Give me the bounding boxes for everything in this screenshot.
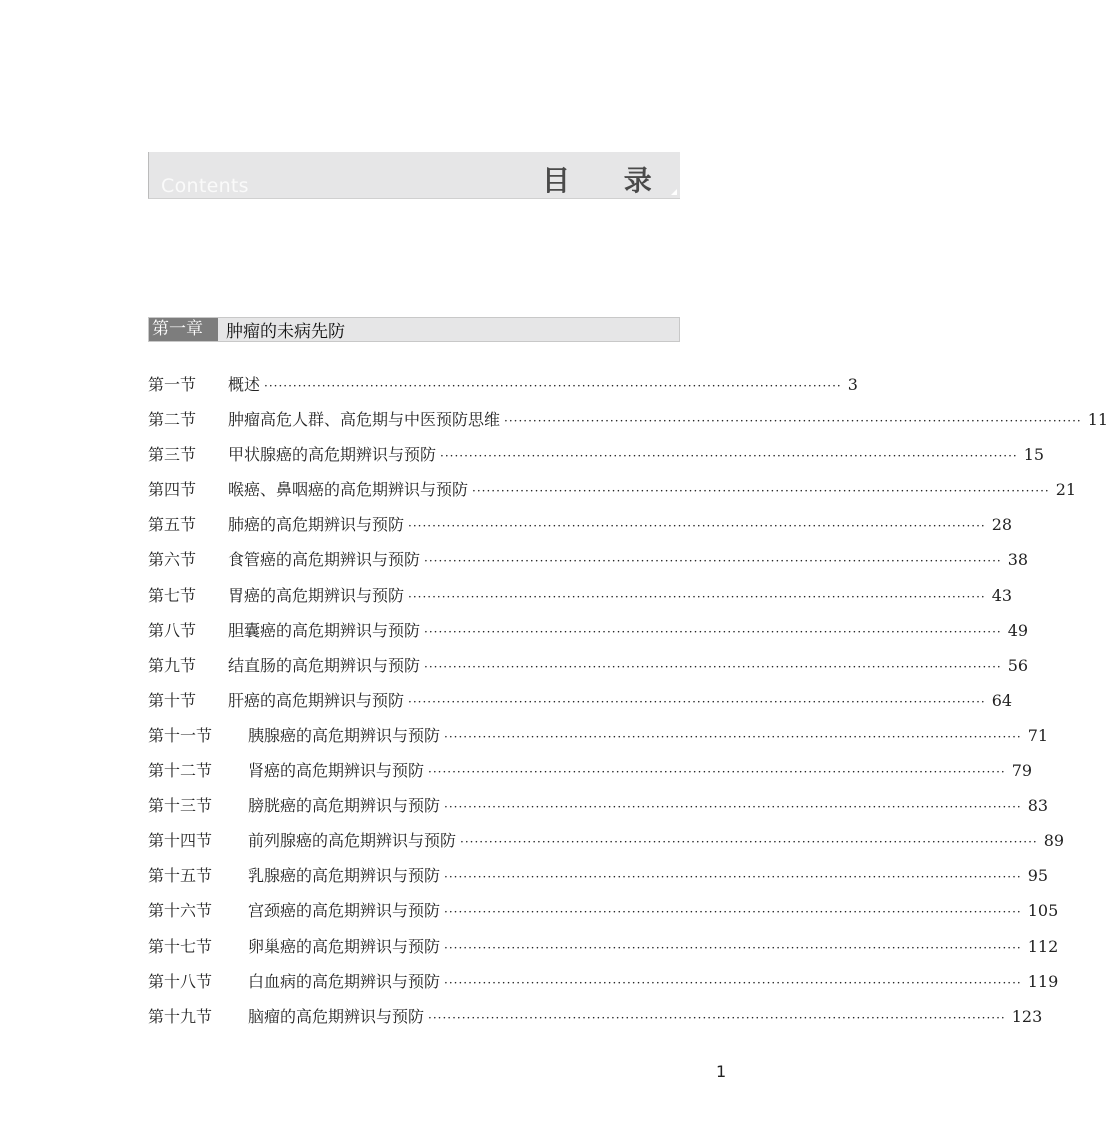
section-number: 第十八节: [148, 971, 213, 991]
section-number: 第十三节: [148, 796, 213, 816]
contents-en: Contents: [161, 175, 249, 197]
contents-header: [148, 152, 680, 199]
page-ref: 119: [1027, 971, 1059, 991]
section-title: 肾癌的高危期辨识与预防: [248, 761, 425, 781]
page-ref: 49: [1007, 620, 1029, 640]
dot-leader: ························································································································: [444, 975, 1022, 990]
toc-entry[interactable]: [148, 1005, 1043, 1040]
dot-leader: ························································································································: [460, 835, 1038, 850]
page-ref: 105: [1027, 901, 1059, 921]
page-ref: 123: [1011, 1006, 1043, 1026]
page-ref: 95: [1027, 866, 1049, 886]
page-ref: 11: [1087, 410, 1108, 430]
toc-entry[interactable]: [148, 829, 1065, 864]
section-number: 第十节: [148, 690, 197, 710]
section-number: 第九节: [148, 655, 197, 675]
toc-list: [148, 373, 1108, 1040]
dot-leader: ························································································································: [408, 694, 986, 709]
section-number: 第十六节: [148, 901, 213, 921]
page-ref: 71: [1027, 725, 1049, 745]
toc-entry[interactable]: [148, 935, 1059, 970]
section-number: 第十五节: [148, 866, 213, 886]
section-title: 肿瘤高危人群、高危期与中医预防思维: [228, 410, 501, 430]
section-title: 宫颈癌的高危期辨识与预防: [248, 901, 441, 921]
page-ref: 43: [991, 585, 1013, 605]
dot-leader: ························································································································: [424, 659, 1002, 674]
section-title: 喉癌、鼻咽癌的高危期辨识与预防: [228, 480, 469, 500]
chapter-title: 肿瘤的未病先防: [226, 322, 345, 342]
section-title: 卵巢癌的高危期辨识与预防: [248, 936, 441, 956]
page-ref: 112: [1027, 936, 1059, 956]
toc-entry[interactable]: [148, 584, 1013, 619]
toc-entry[interactable]: [148, 408, 1108, 443]
page-ref: 83: [1027, 796, 1049, 816]
toc-entry[interactable]: [148, 654, 1029, 689]
toc-entry[interactable]: [148, 759, 1033, 794]
section-title: 脑瘤的高危期辨识与预防: [248, 1006, 425, 1026]
section-number: 第五节: [148, 515, 197, 535]
section-title: 胰腺癌的高危期辨识与预防: [248, 725, 441, 745]
toc-entry[interactable]: [148, 513, 1013, 548]
section-number: 第八节: [148, 620, 197, 640]
dot-leader: ························································································································: [504, 414, 1082, 429]
toc-entry[interactable]: [148, 478, 1077, 513]
contents-title: 目 录: [542, 164, 674, 197]
page-ref: 21: [1055, 480, 1077, 500]
page-ref: 79: [1011, 761, 1033, 781]
section-title: 膀胱癌的高危期辨识与预防: [248, 796, 441, 816]
section-number: 第十九节: [148, 1006, 213, 1026]
chapter-label: 第一章: [149, 318, 218, 341]
section-title: 甲状腺癌的高危期辨识与预防: [228, 445, 437, 465]
section-number: 第二节: [148, 410, 197, 430]
page-ref: 64: [991, 690, 1013, 710]
section-title: 胆囊癌的高危期辨识与预防: [228, 620, 421, 640]
section-number: 第十四节: [148, 831, 213, 851]
dot-leader: ························································································································: [408, 519, 986, 534]
corner-triangle-icon: [671, 189, 677, 195]
dot-leader: ························································································································: [424, 624, 1002, 639]
dot-leader: ························································································································: [428, 1010, 1006, 1025]
section-title: 前列腺癌的高危期辨识与预防: [248, 831, 457, 851]
section-title: 乳腺癌的高危期辨识与预防: [248, 866, 441, 886]
dot-leader: ························································································································: [264, 379, 842, 393]
dot-leader: ························································································································: [444, 940, 1022, 955]
section-title: 结直肠的高危期辨识与预防: [228, 655, 421, 675]
section-title: 食管癌的高危期辨识与预防: [228, 550, 421, 570]
dot-leader: ························································································································: [440, 449, 1018, 464]
dot-leader: ························································································································: [444, 800, 1022, 815]
section-title: 胃癌的高危期辨识与预防: [228, 585, 405, 605]
section-number: 第十七节: [148, 936, 213, 956]
section-number: 第四节: [148, 480, 197, 500]
toc-entry[interactable]: [148, 724, 1049, 759]
page-ref: 15: [1023, 445, 1045, 465]
dot-leader: ························································································································: [444, 870, 1022, 885]
section-title: 肺癌的高危期辨识与预防: [228, 515, 405, 535]
dot-leader: ························································································································: [472, 484, 1050, 499]
toc-entry[interactable]: [148, 689, 1013, 724]
page-ref: 89: [1043, 831, 1065, 851]
page-ref: 38: [1007, 550, 1029, 570]
toc-entry[interactable]: [148, 970, 1059, 1005]
toc-entry[interactable]: [148, 794, 1049, 829]
toc-entry[interactable]: [148, 373, 858, 408]
section-number: 第七节: [148, 585, 197, 605]
section-number: 第十二节: [148, 761, 213, 781]
chapter-bar: [148, 317, 680, 342]
section-number: 第六节: [148, 550, 197, 570]
toc-entry[interactable]: [148, 619, 1029, 654]
page-ref: 28: [991, 515, 1013, 535]
dot-leader: ························································································································: [424, 554, 1002, 569]
section-number: 第三节: [148, 445, 197, 465]
page-ref: 3: [847, 375, 858, 394]
toc-entry[interactable]: [148, 443, 1045, 478]
dot-leader: ························································································································: [428, 765, 1006, 780]
section-title: 肝癌的高危期辨识与预防: [228, 690, 405, 710]
toc-entry[interactable]: [148, 864, 1049, 899]
dot-leader: ························································································································: [444, 729, 1022, 744]
toc-entry[interactable]: [148, 548, 1029, 583]
section-title: 概述: [228, 375, 261, 394]
page-number: 1: [716, 1062, 727, 1081]
dot-leader: ························································································································: [408, 589, 986, 604]
section-number: 第十一节: [148, 725, 213, 745]
dot-leader: ························································································································: [444, 905, 1022, 920]
toc-entry[interactable]: [148, 899, 1059, 934]
section-title: 白血病的高危期辨识与预防: [248, 971, 441, 991]
page-ref: 56: [1007, 655, 1029, 675]
section-number: 第一节: [148, 375, 197, 394]
